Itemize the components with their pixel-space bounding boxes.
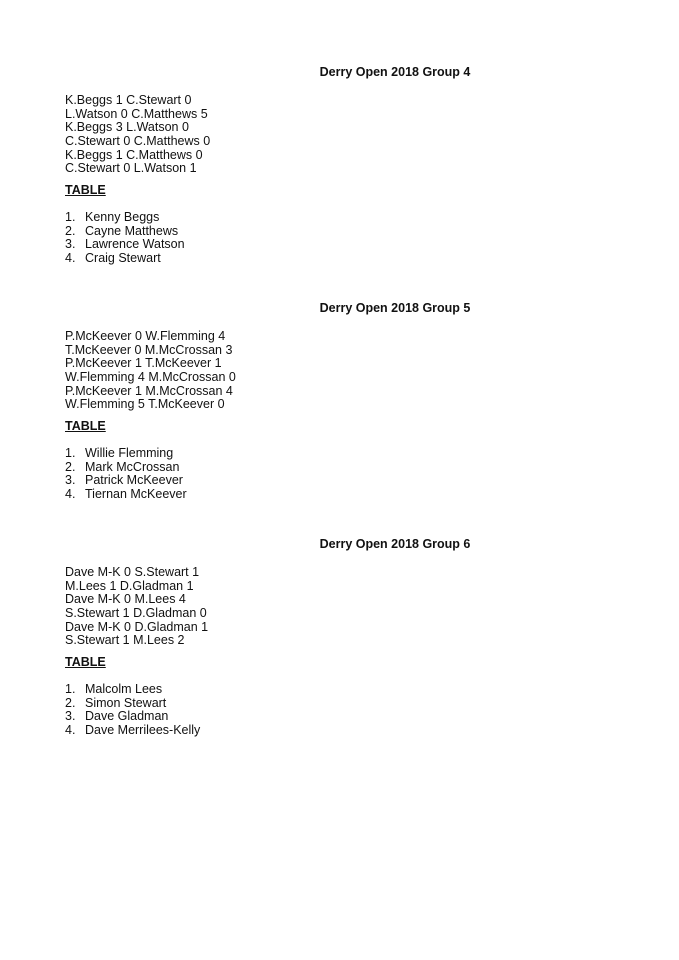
result-line: T.McKeever 0 M.McCrossan 3 [65, 342, 233, 357]
position-number: 4. [65, 487, 76, 502]
group-title: Derry Open 2018 Group 6 [319, 537, 471, 551]
standings-list [65, 211, 185, 266]
group-title: Derry Open 2018 Group 5 [319, 301, 471, 315]
standings-list [65, 683, 200, 738]
position-number: 1. [65, 210, 76, 224]
result-line: K.Beggs 1 C.Stewart 0 [65, 93, 192, 107]
standing-item [65, 461, 187, 475]
player-name: Simon Stewart [85, 695, 167, 710]
result-line: S.Stewart 1 D.Gladman 0 [65, 606, 207, 621]
standing-item [65, 238, 185, 252]
player-name: Tiernan McKeever [85, 487, 187, 502]
table-heading: TABLE [65, 183, 106, 197]
position-number: 3. [65, 709, 76, 724]
results-list [65, 566, 208, 648]
player-name: Cayne Matthews [85, 223, 179, 238]
results-list [65, 94, 210, 176]
player-name: Malcolm Lees [85, 682, 163, 696]
result-line: C.Stewart 0 C.Matthews 0 [65, 134, 211, 149]
player-name: Dave Gladman [85, 709, 169, 724]
position-number: 2. [65, 223, 76, 238]
position-number: 3. [65, 473, 76, 488]
standings-list [65, 447, 187, 502]
result-line: P.McKeever 1 T.McKeever 1 [65, 356, 222, 371]
result-line: Dave M-K 0 D.Gladman 1 [65, 619, 209, 634]
result-line: K.Beggs 3 L.Watson 0 [65, 120, 189, 135]
standing-item [65, 211, 185, 225]
player-name: Kenny Beggs [85, 210, 160, 224]
results-list [65, 330, 236, 412]
standing-item [65, 710, 200, 724]
standing-item [65, 683, 200, 697]
player-name: Mark McCrossan [85, 459, 180, 474]
standing-item [65, 225, 185, 239]
standing-item [65, 474, 187, 488]
result-line: Dave M-K 0 M.Lees 4 [65, 592, 186, 607]
result-line: S.Stewart 1 M.Lees 2 [65, 633, 185, 648]
position-number: 4. [65, 251, 76, 266]
position-number: 2. [65, 695, 76, 710]
position-number: 3. [65, 237, 76, 252]
position-number: 4. [65, 723, 76, 738]
table-heading: TABLE [65, 655, 106, 669]
position-number: 2. [65, 459, 76, 474]
table-heading: TABLE [65, 419, 106, 433]
standing-item [65, 697, 200, 711]
position-number: 1. [65, 682, 76, 696]
result-line: P.McKeever 1 M.McCrossan 4 [65, 383, 233, 398]
result-line: W.Flemming 4 M.McCrossan 0 [65, 370, 236, 385]
result-line: K.Beggs 1 C.Matthews 0 [65, 147, 203, 162]
player-name: Willie Flemming [85, 446, 174, 460]
group-title: Derry Open 2018 Group 4 [319, 65, 471, 79]
result-line: C.Stewart 0 L.Watson 1 [65, 161, 197, 176]
player-name: Dave Merrilees-Kelly [85, 723, 201, 738]
result-line: L.Watson 0 C.Matthews 5 [65, 106, 208, 121]
result-line: M.Lees 1 D.Gladman 1 [65, 578, 194, 593]
standing-item [65, 447, 187, 461]
player-name: Lawrence Watson [85, 237, 185, 252]
player-name: Craig Stewart [85, 251, 161, 266]
result-line: P.McKeever 0 W.Flemming 4 [65, 329, 226, 343]
standing-item [65, 488, 187, 502]
player-name: Patrick McKeever [85, 473, 183, 488]
result-line: Dave M-K 0 S.Stewart 1 [65, 565, 200, 579]
position-number: 1. [65, 446, 76, 460]
result-line: W.Flemming 5 T.McKeever 0 [65, 397, 225, 412]
standing-item [65, 724, 200, 738]
standing-item [65, 252, 185, 266]
